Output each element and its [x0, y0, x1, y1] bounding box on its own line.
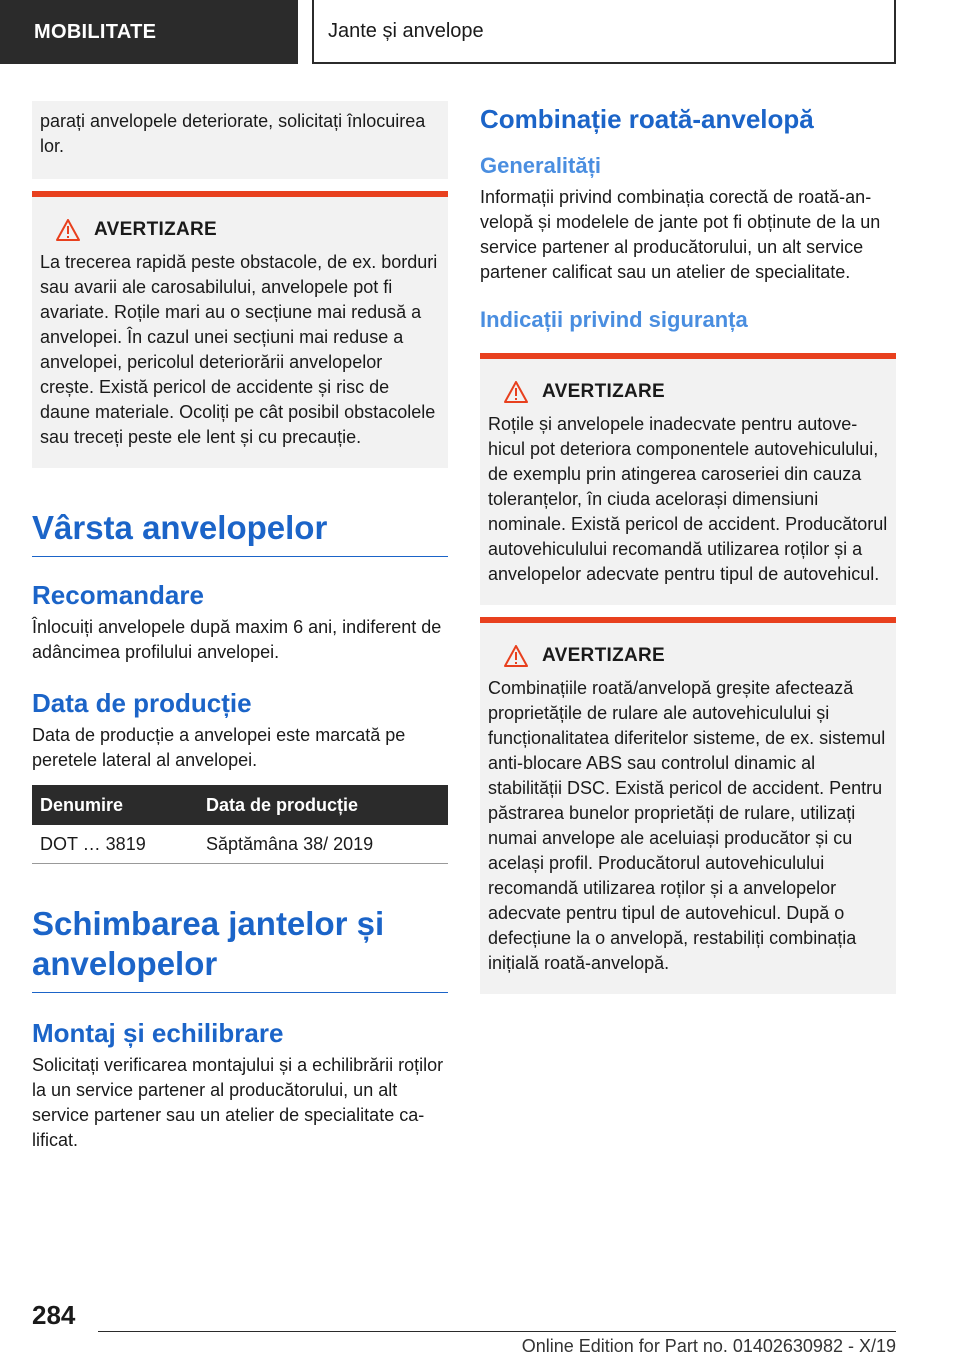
warning-triangle-icon: [504, 645, 528, 667]
heading-montaj: Montaj și echilibrare: [32, 1018, 284, 1048]
warning-box-3: [480, 617, 896, 994]
table-cell: DOT … 3819: [32, 825, 198, 864]
table-header: Denumire: [32, 785, 198, 825]
warning-title: AVERTIZARE: [542, 645, 665, 666]
heading-recomandare: Recomandare: [32, 580, 204, 610]
table-cell: Săptămâna 38/ 2019: [198, 825, 448, 864]
warning-box-2: [480, 353, 896, 605]
section-tab: MOBILITATE: [0, 0, 298, 64]
warning-box-1: [32, 191, 448, 468]
table-row: [32, 825, 448, 864]
paragraph-recomandare: Înlocuiți anvelopele după maxim 6 ani, indiferent de adâncimea profilului anvelopei.: [32, 617, 442, 662]
left-column: [32, 101, 448, 1153]
warning-title: AVERTIZARE: [542, 381, 665, 402]
right-column: [480, 101, 896, 994]
paragraph-generalitati: Informații privind combinația corectă de roată-anvelopă și modelele de jante pot fi obținute de la un service partener al producătorului, un alt service partener calificat sau un atelier de specialitate.: [480, 187, 881, 282]
warning-triangle-icon: [56, 219, 80, 241]
warning-text: La trecerea rapidă peste obstacole, de ex. borduri sau avarii ale carosabilului, anvelopele pot fi avariate. Roțile mari au o secțiune mai redusă a anvelopei. În cazul unei secțiuni mai reduse a anvelopei, pericolul deteriorării anvelopelor crește. Există pericol de accidente și risc de daune materiale. Ocoliți pe cât posibil obstacolele sau treceți peste ele lent și cu precauție.: [40, 252, 438, 447]
paragraph-montaj: Solicitați verificarea montajului și a echilibrării roților la un service partener al producătorului, un alt service partener sau un atelier de specialitate calificat.: [32, 1055, 444, 1150]
heading-generalitati: Generalități: [480, 153, 602, 178]
page-number: 284: [32, 1300, 76, 1330]
heading-data-productie: Data de producție: [32, 688, 252, 718]
heading-varsta: Vârsta anvelopelor: [32, 509, 328, 546]
warning-title: AVERTIZARE: [94, 219, 217, 240]
production-date-table: [32, 785, 448, 864]
intro-box: [32, 101, 448, 179]
table-header: Data de producție: [198, 785, 448, 825]
footer-edition: Online Edition for Part no. 01402630982 - X/19: [521, 1336, 896, 1356]
warning-triangle-icon: [504, 381, 528, 403]
heading-combinatie: Combinație roată-anvelopă: [480, 104, 814, 134]
warning-text: Roțile și anvelopele inadecvate pentru autovehicul pot deteriora componentele autovehiculului, de exemplu prin atingerea caroseriei din cauza toleranțelor, în ciuda acelorași dimensiuni nominale. Există pericol de accident. Producătorul autovehiculului recomandă utilizarea roților și a anvelopelor adecvate pentru tipul de autovehicul.: [488, 414, 888, 584]
paragraph-data-productie: Data de producție a anvelopei este marcată pe peretele lateral al anvelopei.: [32, 725, 406, 770]
chapter-title: Jante și anvelope: [312, 0, 896, 64]
heading-indicatii: Indicații privind siguranța: [480, 307, 748, 332]
footer-divider: [98, 1331, 896, 1332]
intro-text: parați anvelopele deteriorate, solicitați înlocuirea lor.: [40, 111, 426, 156]
warning-text: Combinațiile roată/anvelopă greșite afectează proprietățile de rulare ale autovehiculului și funcționalitatea diferitelor sisteme, de ex. sistemul anti-blocare ABS sau controlul dinamic al stabilității DSC. Există pericol de accident. Pentru păstrarea bunelor proprietăți de rulare, utilizați numai anvelope ale aceluiași producător și cu același profil. Producătorul autovehiculului recomandă utilizarea roților și a anvelopelor adecvate pentru tipul de autovehicul. După o defecțiune la o anvelopă, restabiliți combinația inițială roată-anvelopă.: [488, 678, 886, 973]
heading-schimbarea: Schimbarea jantelor și anvelopelor: [32, 905, 385, 982]
